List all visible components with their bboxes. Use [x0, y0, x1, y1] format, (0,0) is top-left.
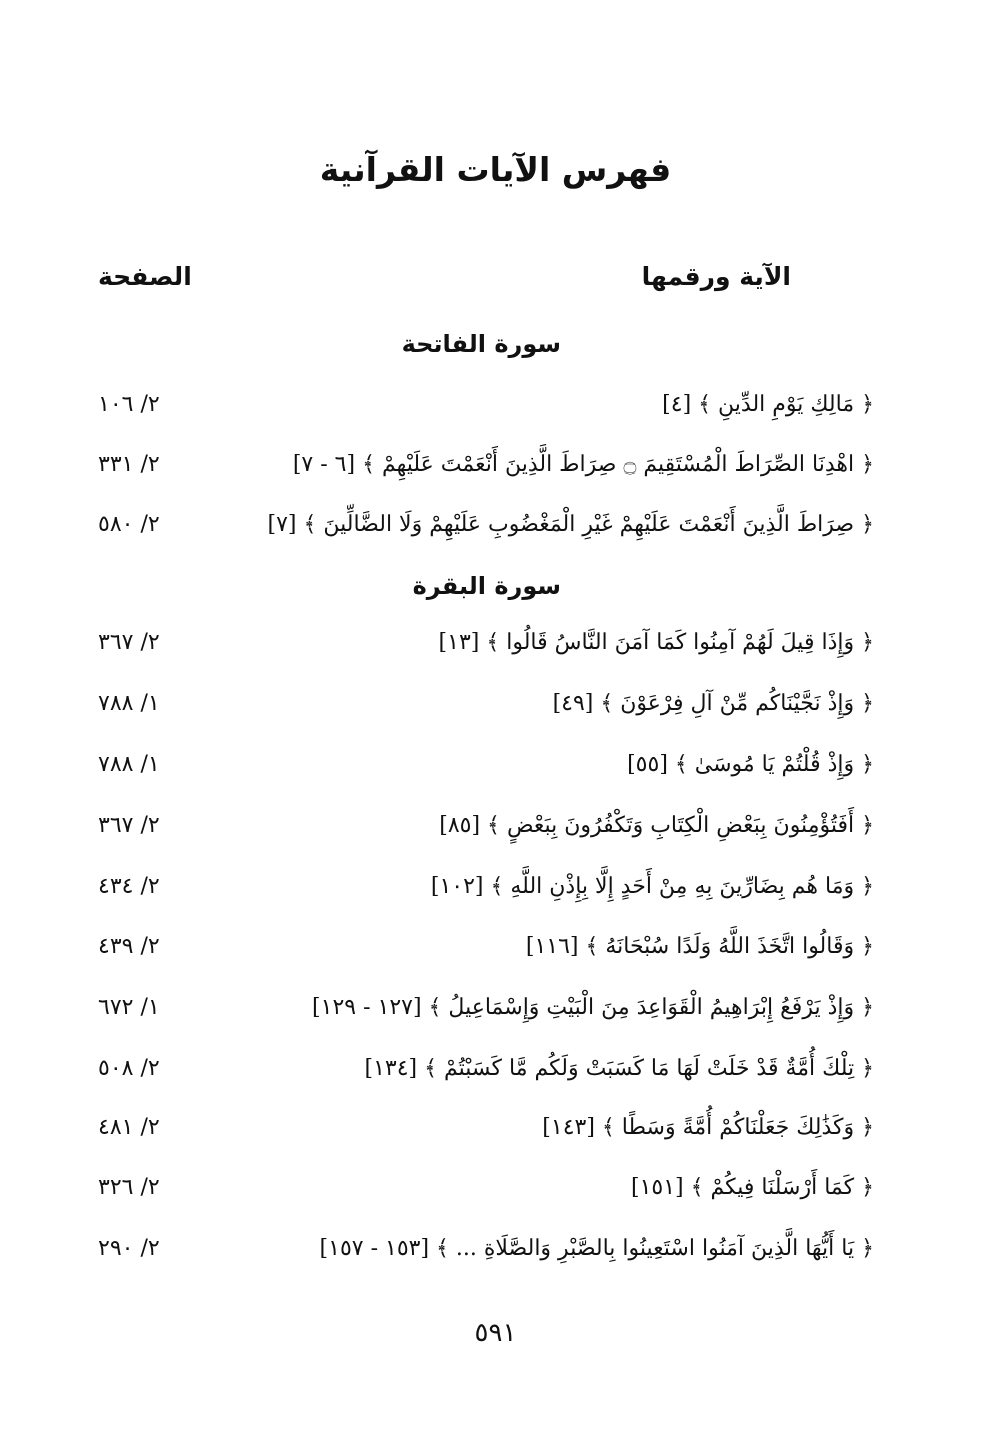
page-reference: ٢/ ٢٩٠ — [98, 1236, 160, 1261]
verse-entry: ﴿ وَإِذْ نَجَّيْنَاكُم مِّنْ آلِ فِرْعَوْنَ ﴾ [٤٩] — [552, 691, 874, 716]
table-row — [0, 392, 991, 432]
table-row — [0, 934, 991, 974]
table-row — [0, 752, 991, 792]
table-row — [0, 813, 991, 853]
verse-entry: ﴿ وَإِذْ يَرْفَعُ إِبْرَاهِيمُ الْقَوَاعِدَ مِنَ الْبَيْتِ وَإِسْمَاعِيلُ ﴾ [١٢٧ - ١٢٩] — [312, 995, 874, 1020]
table-row — [0, 630, 991, 670]
table-row — [0, 874, 991, 914]
verse-entry: ﴿ كَمَا أَرْسَلْنَا فِيكُمْ ﴾ [١٥١] — [630, 1175, 874, 1200]
surah-heading-fatiha: سورة الفاتحة — [401, 330, 561, 358]
table-row — [0, 691, 991, 731]
verse-entry: ﴿ تِلْكَ أُمَّةٌ قَدْ خَلَتْ لَهَا مَا كَسَبَتْ وَلَكُم مَّا كَسَبْتُمْ ﴾ [١٣٤] — [364, 1056, 874, 1081]
page-reference: ٢/ ٤٣٤ — [98, 874, 160, 899]
verse-entry: ﴿ وَكَذَٰلِكَ جَعَلْنَاكُمْ أُمَّةً وَسَطًا ﴾ [١٤٣] — [542, 1115, 874, 1140]
verse-entry: ﴿ أَفَتُؤْمِنُونَ بِبَعْضِ الْكِتَابِ وَتَكْفُرُونَ بِبَعْضٍ ﴾ [٨٥] — [439, 813, 874, 838]
verse-entry: ﴿ وَقَالُوا اتَّخَذَ اللَّهُ وَلَدًا سُبْحَانَهُ ﴾ [١١٦] — [525, 934, 874, 959]
page-reference: ٢/ ٤٣٩ — [98, 934, 160, 959]
page-reference: ١/ ٦٧٢ — [98, 995, 160, 1020]
page-reference: ١/ ٧٨٨ — [98, 752, 160, 777]
page-reference: ٢/ ٥٠٨ — [98, 1056, 160, 1081]
page-reference: ٢/ ٣٦٧ — [98, 813, 160, 838]
verse-column-header: الآية ورقمها — [641, 262, 791, 291]
table-row — [0, 512, 991, 552]
page-title: فهرس الآيات القرآنية — [319, 150, 672, 189]
table-row — [0, 1115, 991, 1155]
table-row — [0, 452, 991, 492]
verse-entry: ﴿ مَالِكِ يَوْمِ الدِّينِ ﴾ [٤] — [662, 392, 874, 417]
verse-entry: ﴿ وَإِذَا قِيلَ لَهُمْ آمِنُوا كَمَا آمَنَ النَّاسُ قَالُوا ﴾ [١٣] — [438, 630, 874, 655]
verse-entry: ﴿ يَا أَيُّهَا الَّذِينَ آمَنُوا اسْتَعِينُوا بِالصَّبْرِ وَالصَّلَاةِ ... ﴾ [١٥٣ - ١٥٧] — [319, 1236, 874, 1261]
page-reference: ٢/ ٣٦٧ — [98, 630, 160, 655]
verse-entry: ﴿ وَمَا هُم بِضَارِّينَ بِهِ مِنْ أَحَدٍ إِلَّا بِإِذْنِ اللَّهِ ﴾ [١٠٢] — [430, 874, 874, 899]
verse-entry: ﴿ وَإِذْ قُلْتُمْ يَا مُوسَىٰ ﴾ [٥٥] — [627, 752, 874, 777]
surah-heading-baqara: سورة البقرة — [412, 572, 561, 600]
page-number: ٥٩١ — [474, 1318, 517, 1348]
table-row — [0, 995, 991, 1035]
page-column-header: الصفحة — [98, 262, 192, 291]
page-reference: ٢/ ٥٨٠ — [98, 512, 160, 537]
page-reference: ٢/ ١٠٦ — [98, 392, 160, 417]
page-reference: ١/ ٧٨٨ — [98, 691, 160, 716]
page-reference: ٢/ ٣٢٦ — [98, 1175, 160, 1200]
table-row — [0, 1236, 991, 1276]
table-row — [0, 1175, 991, 1215]
page-reference: ٢/ ٤٨١ — [98, 1115, 160, 1140]
verse-entry: ﴿ اهْدِنَا الصِّرَاطَ الْمُسْتَقِيمَ ۝ صِرَاطَ الَّذِينَ أَنْعَمْتَ عَلَيْهِمْ ﴾ [٦ - ٧] — [292, 452, 874, 477]
table-row — [0, 1056, 991, 1096]
verse-entry: ﴿ صِرَاطَ الَّذِينَ أَنْعَمْتَ عَلَيْهِمْ غَيْرِ الْمَغْضُوبِ عَلَيْهِمْ وَلَا الضَّالِّينَ ﴾ [٧] — [267, 512, 874, 537]
page-reference: ٢/ ٣٣١ — [98, 452, 160, 477]
